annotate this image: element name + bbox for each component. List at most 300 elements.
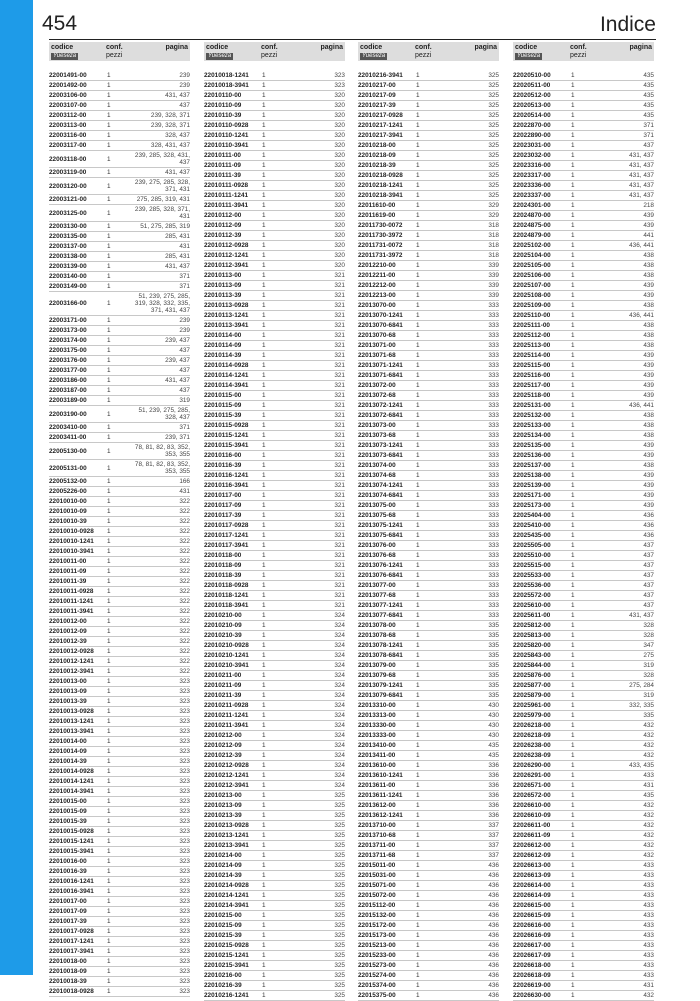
- index-row: [204, 271, 345, 281]
- header-page: pagina: [629, 44, 652, 51]
- item-quantity: 1: [571, 872, 575, 879]
- item-pages: 439: [643, 502, 654, 509]
- item-pages: 321: [334, 342, 345, 349]
- item-code: 22010213-3941: [204, 842, 249, 849]
- index-row: [513, 251, 654, 261]
- index-row: [204, 541, 345, 551]
- item-pages: 328: [643, 672, 654, 679]
- item-code: 22015132-00: [358, 912, 396, 919]
- item-pages: 323: [179, 948, 190, 955]
- item-pages: 335: [488, 652, 499, 659]
- item-quantity: 1: [416, 832, 420, 839]
- index-row: [513, 141, 654, 151]
- item-pages: 325: [488, 152, 499, 159]
- item-quantity: 1: [571, 202, 575, 209]
- index-row: [204, 201, 345, 211]
- item-quantity: 1: [571, 422, 575, 429]
- item-pages: 323: [179, 688, 190, 695]
- item-pages: 323: [179, 778, 190, 785]
- item-quantity: 1: [571, 182, 575, 189]
- item-quantity: 1: [262, 662, 266, 669]
- item-quantity: 1: [107, 858, 111, 865]
- index-row: [513, 431, 654, 441]
- item-pages: 319: [643, 692, 654, 699]
- item-code: 22003106-00: [49, 92, 87, 99]
- header-conf: conf.: [415, 44, 432, 51]
- item-quantity: 1: [571, 162, 575, 169]
- item-code: 22001492-00: [49, 82, 87, 89]
- index-row: [358, 161, 499, 171]
- item-pages: 436: [488, 892, 499, 899]
- header-page: pagina: [474, 44, 497, 51]
- item-quantity: 1: [262, 282, 266, 289]
- item-quantity: 1: [416, 702, 420, 709]
- index-row: [49, 195, 190, 205]
- item-quantity: 1: [416, 872, 420, 879]
- index-row: [358, 151, 499, 161]
- item-code: 22026571-00: [513, 782, 551, 789]
- item-code: 22025106-00: [513, 272, 551, 279]
- item-quantity: 1: [416, 462, 420, 469]
- item-code: 22010112-09: [204, 222, 242, 229]
- item-code: 22013075-1241: [358, 522, 403, 529]
- item-code: 22025134-00: [513, 432, 551, 439]
- item-quantity: 1: [262, 272, 266, 279]
- item-code: 22025132-00: [513, 412, 551, 419]
- item-code: 22010213-1241: [204, 832, 249, 839]
- index-row: [49, 91, 190, 101]
- item-code: 22023032-00: [513, 152, 551, 159]
- index-row: [513, 511, 654, 521]
- item-pages: 433: [643, 922, 654, 929]
- item-quantity: 1: [107, 948, 111, 955]
- item-quantity: 1: [262, 392, 266, 399]
- index-row: [358, 591, 499, 601]
- item-quantity: 1: [262, 742, 266, 749]
- item-quantity: 1: [416, 812, 420, 819]
- item-pages: 431, 437: [165, 169, 190, 176]
- item-pages: 323: [179, 738, 190, 745]
- item-code: 22010113-00: [204, 272, 242, 279]
- item-quantity: 1: [571, 262, 575, 269]
- item-code: 22010211-39: [204, 692, 242, 699]
- index-row: [513, 981, 654, 991]
- index-row: [513, 881, 654, 891]
- item-code: 22003137-00: [49, 243, 87, 250]
- index-row: [358, 651, 499, 661]
- item-pages: 433: [643, 942, 654, 949]
- item-pages: 438: [643, 462, 654, 469]
- item-code: 22012212-00: [358, 282, 396, 289]
- item-pages: 239, 371: [165, 434, 190, 441]
- item-pages: 437: [643, 542, 654, 549]
- item-code: 22005131-00: [49, 464, 87, 472]
- item-pages: 325: [334, 812, 345, 819]
- item-code: 22025877-00: [513, 682, 551, 689]
- item-pages: 322: [179, 578, 190, 585]
- index-row: [49, 987, 190, 997]
- index-row: [49, 597, 190, 607]
- item-code: 22013711-68: [358, 852, 396, 859]
- item-pages: 432: [643, 732, 654, 739]
- item-code: 22011730-0072: [358, 222, 403, 229]
- index-column-4: [513, 42, 654, 1001]
- item-code: 22010012-0928: [49, 648, 94, 655]
- item-code: 22010213-39: [204, 812, 242, 819]
- item-quantity: 1: [107, 209, 111, 217]
- index-row: [513, 241, 654, 251]
- item-quantity: 1: [416, 432, 420, 439]
- index-row: [358, 941, 499, 951]
- item-quantity: 1: [262, 672, 266, 679]
- item-code: 22011610-00: [358, 202, 396, 209]
- item-pages: 437: [179, 347, 190, 354]
- item-pages: 321: [334, 562, 345, 569]
- item-quantity: 1: [262, 342, 266, 349]
- index-row: [513, 491, 654, 501]
- item-pages: 371: [179, 273, 190, 280]
- item-pages: 320: [334, 232, 345, 239]
- index-row: [513, 761, 654, 771]
- item-code: 22010017-1241: [49, 938, 94, 945]
- index-row: [358, 451, 499, 461]
- index-row: [204, 161, 345, 171]
- item-pages: 320: [334, 262, 345, 269]
- item-quantity: 1: [262, 522, 266, 529]
- item-quantity: 1: [416, 722, 420, 729]
- item-code: 22010017-39: [49, 918, 87, 925]
- item-pages: 321: [334, 402, 345, 409]
- item-pages: 435: [643, 82, 654, 89]
- index-row: [204, 431, 345, 441]
- index-row: [513, 301, 654, 311]
- index-row: [204, 641, 345, 651]
- column-header: [358, 42, 499, 61]
- item-pages: 322: [179, 628, 190, 635]
- item-pages: 436: [488, 962, 499, 969]
- item-pages: 335: [488, 662, 499, 669]
- item-pages: 324: [334, 742, 345, 749]
- item-pages: 239, 285, 328, 371, 431: [134, 206, 190, 220]
- index-row: [49, 967, 190, 977]
- item-quantity: 1: [416, 232, 420, 239]
- item-quantity: 1: [262, 972, 266, 979]
- index-row: [358, 121, 499, 131]
- item-quantity: 1: [571, 292, 575, 299]
- index-row: [513, 791, 654, 801]
- index-row: [49, 131, 190, 141]
- item-quantity: 1: [571, 722, 575, 729]
- item-pages: 436: [643, 532, 654, 539]
- header-divider: [49, 39, 656, 40]
- index-row: [204, 361, 345, 371]
- item-quantity: 1: [416, 502, 420, 509]
- item-code: 22026630-00: [513, 992, 551, 999]
- item-pages: 435: [643, 72, 654, 79]
- item-code: 22013074-68: [358, 472, 396, 479]
- index-row: [49, 927, 190, 937]
- index-row: [358, 371, 499, 381]
- index-row: [49, 937, 190, 947]
- item-code: 22013079-00: [358, 662, 396, 669]
- item-pages: 439: [643, 372, 654, 379]
- item-pages: 433: [643, 872, 654, 879]
- item-code: 22025116-00: [513, 372, 551, 379]
- item-quantity: 1: [416, 732, 420, 739]
- index-row: [358, 241, 499, 251]
- item-quantity: 1: [262, 702, 266, 709]
- item-quantity: 1: [416, 892, 420, 899]
- index-row: [358, 831, 499, 841]
- item-pages: 285, 431: [165, 253, 190, 260]
- index-row: [49, 767, 190, 777]
- item-quantity: 1: [416, 122, 420, 129]
- item-quantity: 1: [107, 928, 111, 935]
- item-code: 22026614-00: [513, 882, 551, 889]
- item-code: 22010110-3941: [204, 142, 249, 149]
- index-row: [204, 691, 345, 701]
- item-code: 22010014-0928: [49, 768, 94, 775]
- item-quantity: 1: [416, 522, 420, 529]
- index-row: [49, 627, 190, 637]
- item-pages: 433: [643, 892, 654, 899]
- item-pages: 436: [488, 922, 499, 929]
- item-quantity: 1: [262, 262, 266, 269]
- item-pages: 321: [334, 272, 345, 279]
- index-row: [204, 871, 345, 881]
- item-quantity: 1: [107, 788, 111, 795]
- index-row: [49, 717, 190, 727]
- item-quantity: 1: [107, 798, 111, 805]
- item-pages: 323: [179, 958, 190, 965]
- item-pages: 324: [334, 772, 345, 779]
- item-code: 22010015-1241: [49, 838, 94, 845]
- item-pages: 321: [334, 282, 345, 289]
- item-quantity: 1: [416, 622, 420, 629]
- item-pages: 431, 437: [165, 92, 190, 99]
- item-pages: 436: [488, 862, 499, 869]
- index-row: [513, 781, 654, 791]
- index-row: [49, 977, 190, 987]
- item-pages: 320: [334, 142, 345, 149]
- item-pages: 321: [334, 572, 345, 579]
- index-row: [513, 821, 654, 831]
- item-pages: 371: [179, 424, 190, 431]
- item-code: 22010016-3941: [49, 888, 94, 895]
- item-quantity: 1: [107, 768, 111, 775]
- item-pages: 333: [488, 492, 499, 499]
- index-row: [358, 891, 499, 901]
- item-quantity: 1: [416, 602, 420, 609]
- index-row: [204, 321, 345, 331]
- index-row: [358, 771, 499, 781]
- item-code: 22020513-00: [513, 102, 551, 109]
- item-code: 22023031-00: [513, 142, 551, 149]
- item-code: 22013611-1241: [358, 792, 403, 799]
- item-quantity: 1: [571, 412, 575, 419]
- item-pages: 438: [643, 422, 654, 429]
- item-quantity: 1: [571, 532, 575, 539]
- item-pages: 431: [179, 243, 190, 250]
- index-row: [358, 661, 499, 671]
- index-row: [513, 101, 654, 111]
- item-pages: 324: [334, 652, 345, 659]
- item-quantity: 1: [571, 842, 575, 849]
- item-code: 22010115-1241: [204, 432, 249, 439]
- item-pages: 325: [488, 162, 499, 169]
- item-pages: 325: [488, 102, 499, 109]
- item-code: 22010011-39: [49, 578, 87, 585]
- index-row: [204, 601, 345, 611]
- item-code: 22010114-39: [204, 352, 242, 359]
- index-row: [204, 971, 345, 981]
- index-row: [49, 326, 190, 336]
- index-row: [513, 911, 654, 921]
- item-code: 22025104-00: [513, 252, 551, 259]
- index-row: [204, 951, 345, 961]
- item-code: 22010013-3941: [49, 728, 94, 735]
- item-quantity: 1: [107, 538, 111, 545]
- item-quantity: 1: [571, 732, 575, 739]
- index-row: [204, 181, 345, 191]
- item-code: 22013076-00: [358, 542, 396, 549]
- item-pages: 337: [488, 852, 499, 859]
- index-row: [204, 451, 345, 461]
- item-code: 22013071-00: [358, 342, 396, 349]
- item-quantity: 1: [416, 792, 420, 799]
- index-row: [358, 731, 499, 741]
- index-row: [358, 81, 499, 91]
- item-code: 22025139-00: [513, 482, 551, 489]
- item-pages: 438: [643, 342, 654, 349]
- item-pages: 239, 275, 285, 328, 371, 431: [134, 179, 190, 193]
- item-quantity: 1: [416, 272, 420, 279]
- item-quantity: 1: [571, 322, 575, 329]
- index-row: [513, 651, 654, 661]
- item-code: 22010217-00: [358, 82, 396, 89]
- index-row: [204, 671, 345, 681]
- index-row: [513, 681, 654, 691]
- item-quantity: 1: [571, 252, 575, 259]
- index-row: [358, 541, 499, 551]
- item-quantity: 1: [262, 382, 266, 389]
- index-row: [358, 281, 499, 291]
- item-pages: 335: [488, 642, 499, 649]
- item-quantity: 1: [262, 862, 266, 869]
- item-quantity: 1: [262, 732, 266, 739]
- index-row: [49, 366, 190, 376]
- index-row: [358, 961, 499, 971]
- item-pages: 323: [179, 918, 190, 925]
- item-pages: 333: [488, 312, 499, 319]
- item-code: 22026615-00: [513, 902, 551, 909]
- item-pages: 325: [334, 802, 345, 809]
- item-quantity: 1: [107, 253, 111, 260]
- item-quantity: 1: [571, 622, 575, 629]
- item-pages: 333: [488, 402, 499, 409]
- index-row: [49, 443, 190, 460]
- item-quantity: 1: [571, 312, 575, 319]
- item-code: 22003117-00: [49, 142, 87, 149]
- index-row: [513, 741, 654, 751]
- item-quantity: 1: [416, 852, 420, 859]
- item-code: 22010015-0928: [49, 828, 94, 835]
- item-quantity: 1: [107, 838, 111, 845]
- item-quantity: 1: [416, 162, 420, 169]
- item-pages: 441: [643, 232, 654, 239]
- item-quantity: 1: [107, 778, 111, 785]
- item-quantity: 1: [416, 862, 420, 869]
- item-quantity: 1: [262, 402, 266, 409]
- item-quantity: 1: [262, 892, 266, 899]
- item-code: 22010112-39: [204, 232, 242, 239]
- index-row: [204, 391, 345, 401]
- item-code: 22013313-00: [358, 712, 396, 719]
- index-row: [204, 141, 345, 151]
- index-row: [513, 561, 654, 571]
- index-row: [358, 461, 499, 471]
- item-code: 22010111-39: [204, 172, 241, 179]
- index-row: [49, 777, 190, 787]
- index-row: [513, 391, 654, 401]
- index-row: [204, 171, 345, 181]
- item-quantity: 1: [416, 92, 420, 99]
- item-quantity: 1: [262, 252, 266, 259]
- index-row: [49, 547, 190, 557]
- item-quantity: 1: [571, 962, 575, 969]
- item-code: 22010213-0928: [204, 822, 249, 829]
- item-code: 22010216-39: [204, 982, 242, 989]
- item-code: 22025105-00: [513, 262, 551, 269]
- item-quantity: 1: [416, 112, 420, 119]
- item-code: 22010215-00: [204, 912, 242, 919]
- index-row: [358, 481, 499, 491]
- item-quantity: 1: [262, 852, 266, 859]
- item-code: 22013078-00: [358, 622, 396, 629]
- item-code: 22010214-1241: [204, 892, 249, 899]
- index-row: [358, 301, 499, 311]
- item-quantity: 1: [107, 558, 111, 565]
- index-row: [204, 241, 345, 251]
- column-header: [49, 42, 190, 61]
- index-row: [358, 691, 499, 701]
- index-row: [204, 251, 345, 261]
- item-quantity: 1: [571, 462, 575, 469]
- item-code: 22013330-00: [358, 722, 396, 729]
- item-code: 22010214-09: [204, 862, 242, 869]
- item-pages: 433: [643, 962, 654, 969]
- item-quantity: 1: [107, 424, 111, 431]
- item-code: 22025171-00: [513, 492, 551, 499]
- index-row: [358, 951, 499, 961]
- item-code: 22003149-00: [49, 283, 87, 290]
- item-pages: 433: [643, 862, 654, 869]
- item-quantity: 1: [571, 212, 575, 219]
- index-row: [49, 262, 190, 272]
- item-quantity: 1: [416, 952, 420, 959]
- item-quantity: 1: [571, 942, 575, 949]
- item-pages: 323: [179, 798, 190, 805]
- item-pages: 325: [488, 192, 499, 199]
- item-pages: 333: [488, 502, 499, 509]
- item-code: 22013710-00: [358, 822, 396, 829]
- item-code: 22010017-0928: [49, 928, 94, 935]
- item-code: 22026615-09: [513, 912, 551, 919]
- item-code: 22013070-6841: [358, 322, 403, 329]
- item-quantity: 1: [262, 242, 266, 249]
- item-code: 22010011-00: [49, 558, 87, 565]
- item-pages: 323: [179, 898, 190, 905]
